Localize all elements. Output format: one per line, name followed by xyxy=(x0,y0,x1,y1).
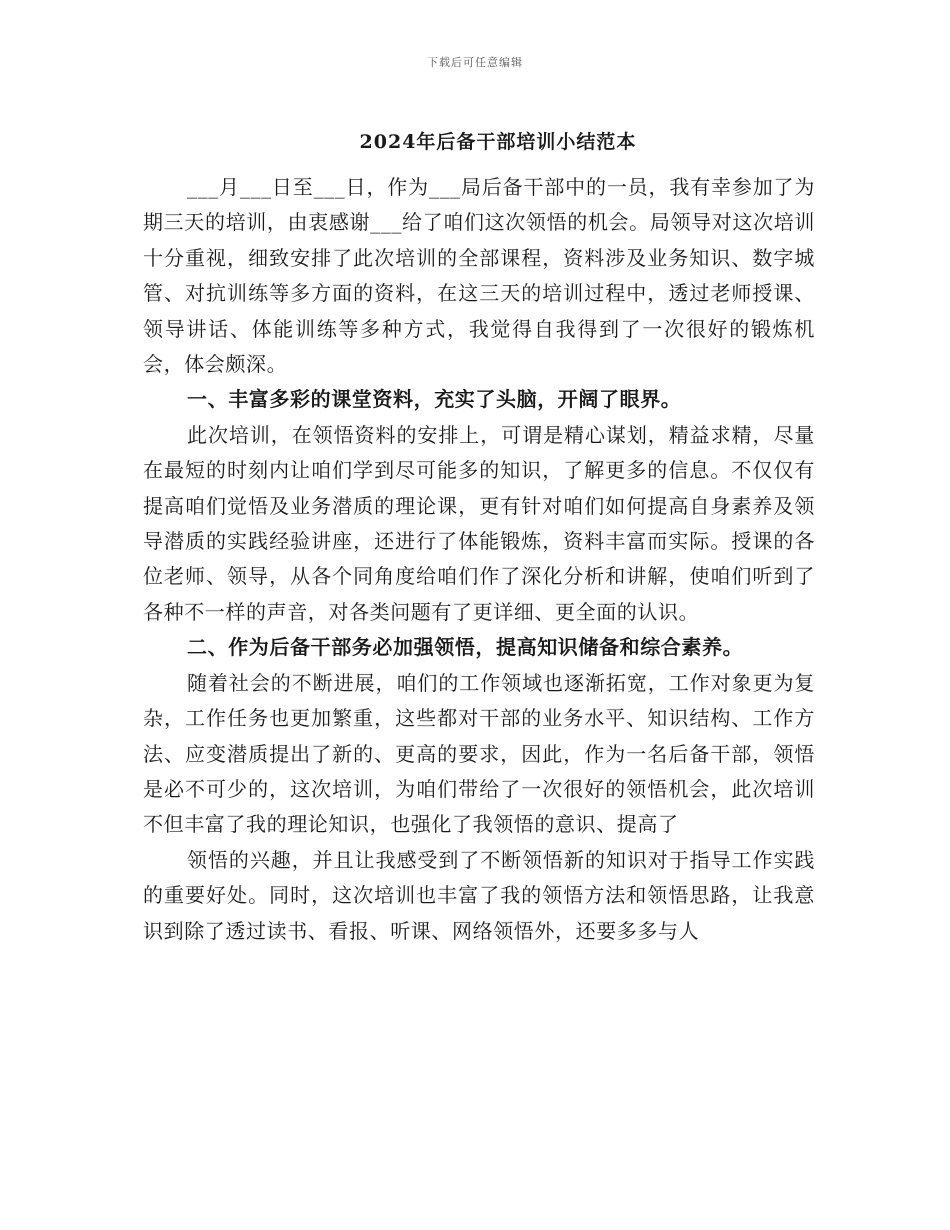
section-1-paragraph: 此次培训，在领悟资料的安排上，可谓是精心谋划，精益求精，尽量在最短的时刻内让咱们学到尽可能多的知识，了解更多的信息。不仅仅有提高咱们觉悟及业务潜质的理论课，更有针对咱们如何提高自身素养及领导潜质的实践经验讲座，还进行了体能锻炼，资料丰富而实际。授课的各位老师、领导，从各个同角度给咱们作了深化分析和讲解，使咱们听到了各种不一样的声音，对各类问题有了更详细、更全面的认识。 xyxy=(143,422,815,624)
section-heading-2: 二、作为后备干部务必加强领悟，提高知识储备和综合素养。 xyxy=(187,635,744,660)
document-title: 2024年后备干部培训小结范本 xyxy=(359,131,637,153)
intro-paragraph: ___月___日至___日，作为___局后备干部中的一员，我有幸参加了为期三天的培训，由衷感谢___给了咱们这次领悟的机会。局领导对这次培训十分重视，细致安排了此次培训的全部课程，资料涉及业务知识、数字城管、对抗训练等多方面的资料，在这三天的培训过程中，透过老师授课、领导讲话、体能训练等多种方式，我觉得自我得到了一次很好的锻炼机会，体会颇深。 xyxy=(143,175,815,377)
section-heading-1: 一、丰富多彩的课堂资料，充实了头脑，开阔了眼界。 xyxy=(187,387,682,412)
document-body xyxy=(143,170,815,949)
header-note: 下载后可任意编辑 xyxy=(427,56,523,69)
section-2-paragraph: 随着社会的不断进展，咱们的工作领域也逐渐拓宽，工作对象更为复杂，工作任务也更加繁重，这些都对干部的业务水平、知识结构、工作方法、应变潜质提出了新的、更高的要求，因此，作为一名后备干部，领悟是必不可少的，这次培训，为咱们带给了一次很好的领悟机会，此次培训不但丰富了我的理论知识，也强化了我领悟的意识、提高了 xyxy=(143,670,815,837)
section-2-continuation-paragraph: 领悟的兴趣，并且让我感受到了不断领悟新的知识对于指导工作实践的重要好处。同时，这次培训也丰富了我的领悟方法和领悟思路，让我意识到除了透过读书、看报、听课、网络领悟外，还要多多与人 xyxy=(143,847,815,943)
